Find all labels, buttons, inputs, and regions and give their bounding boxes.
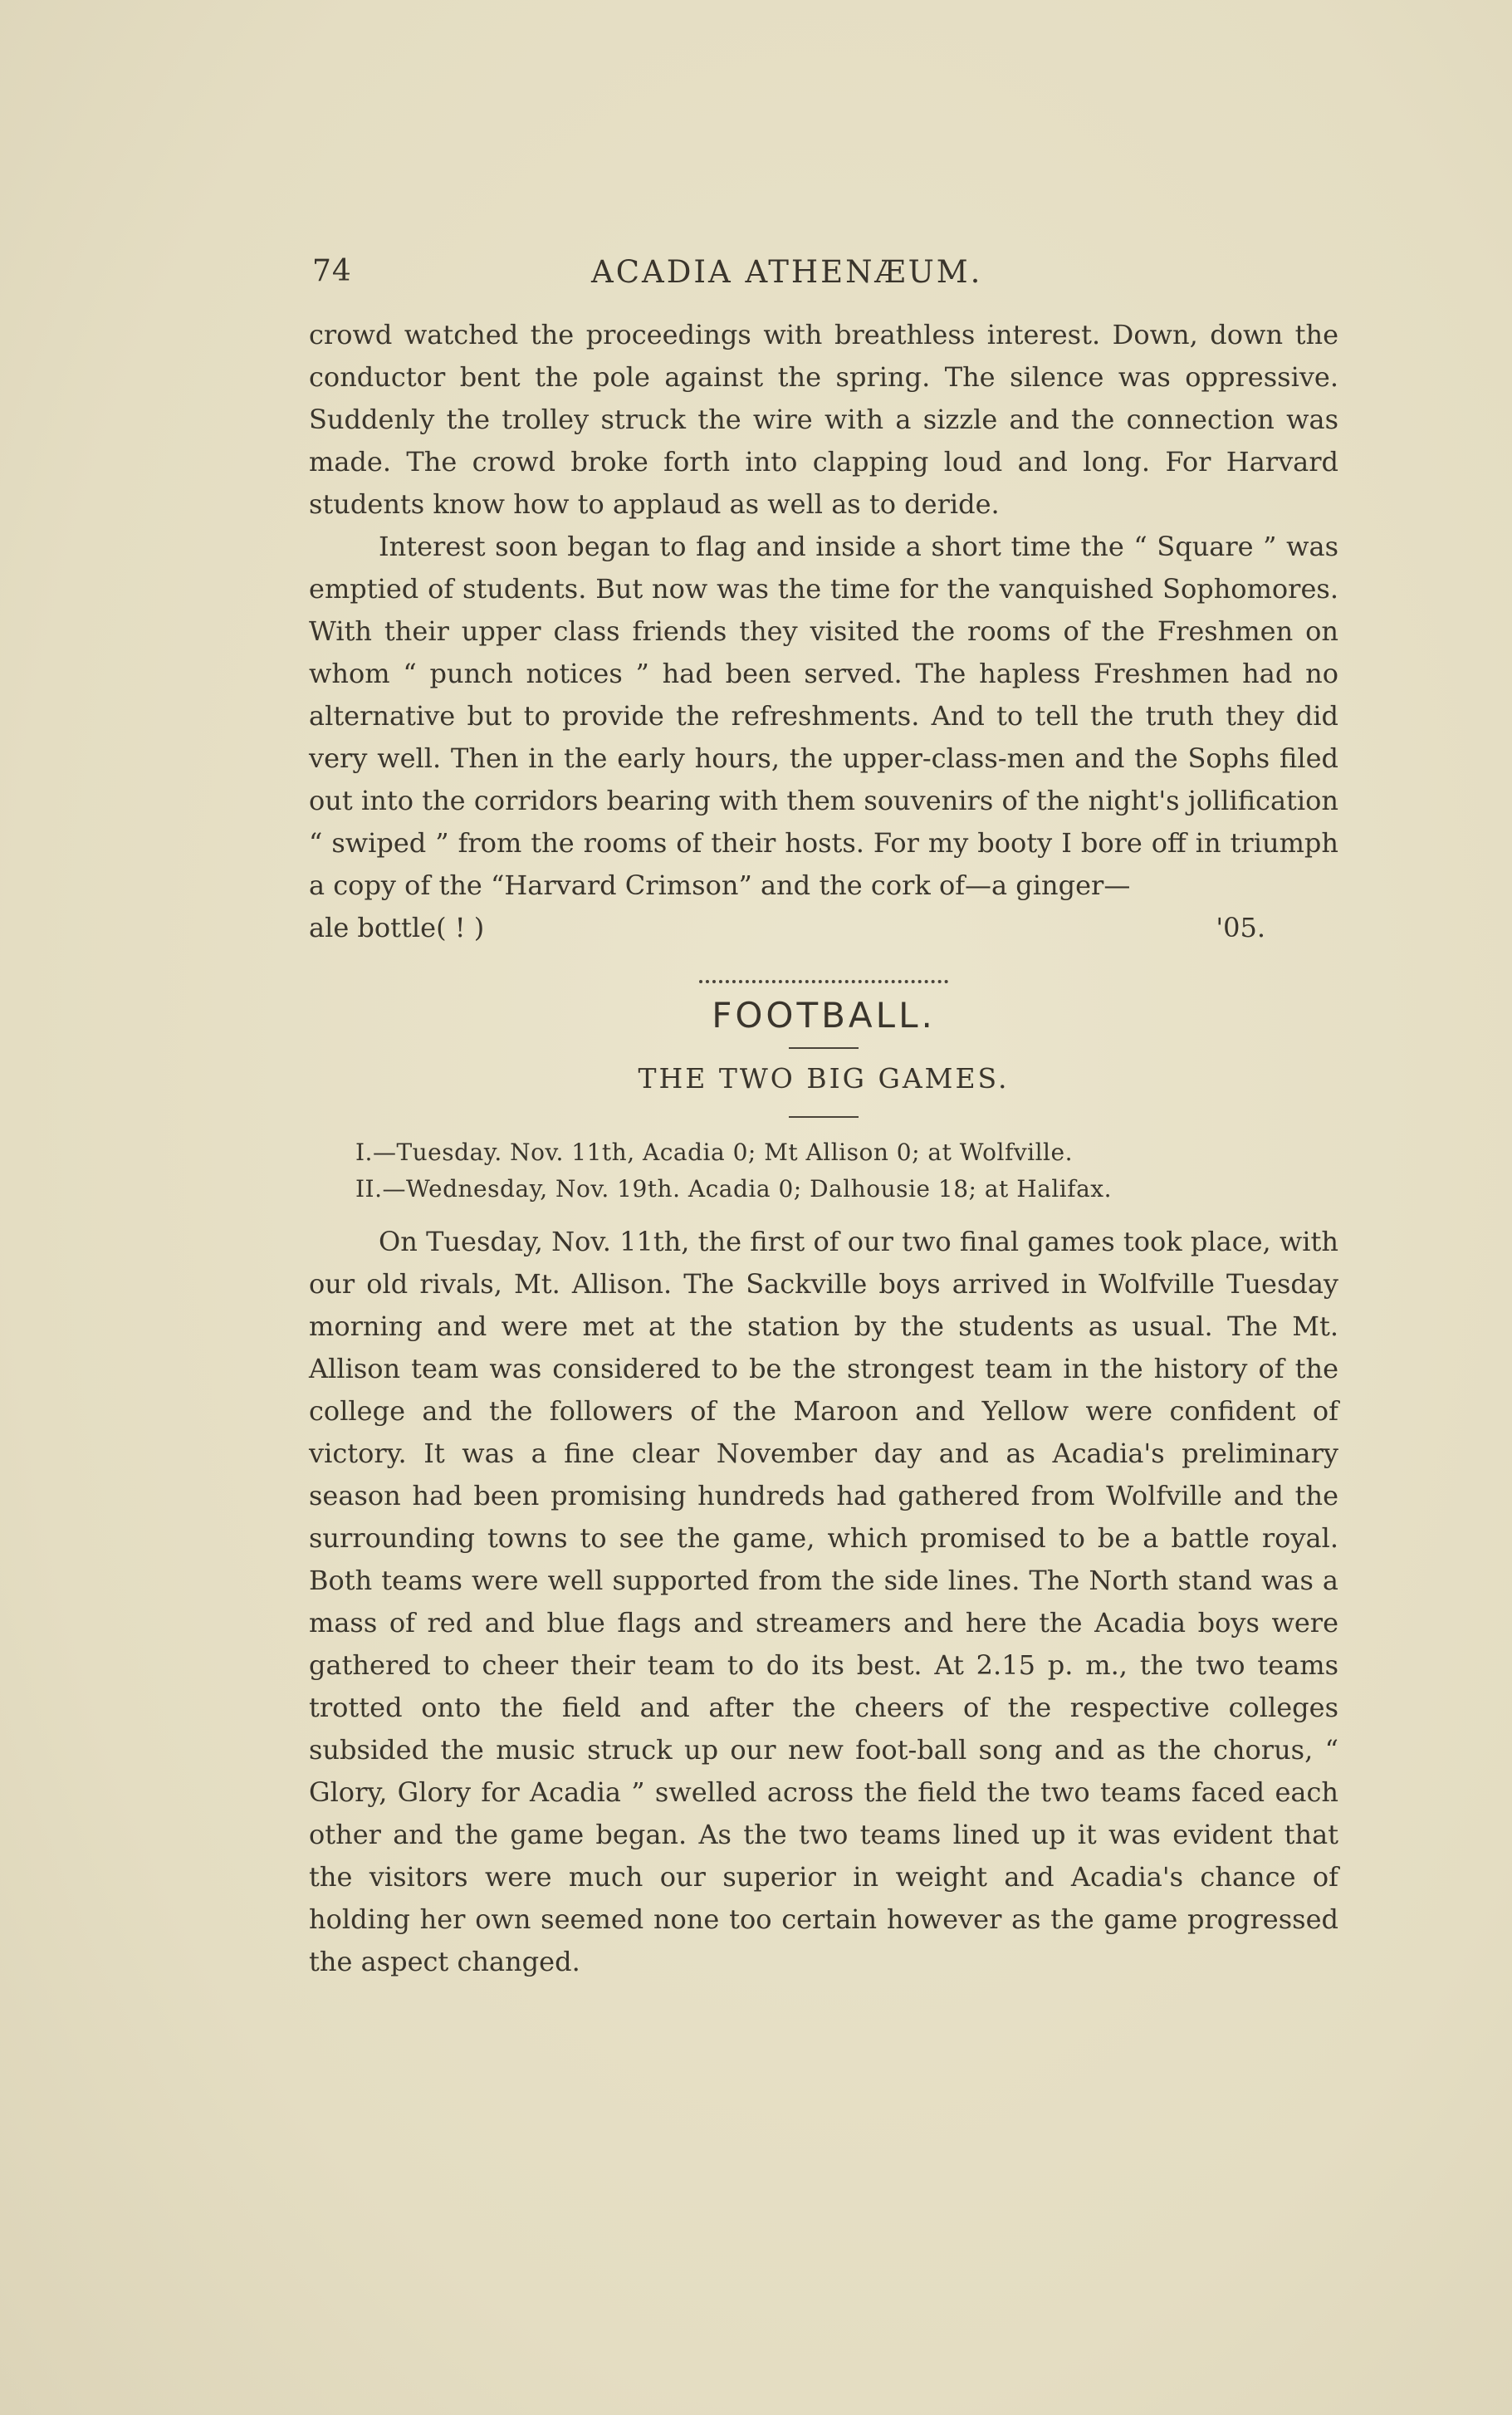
article-paragraph-2: Interest soon began to flag and inside a short time the “ Square ” was emptied of students. But now was the time for the vanquished Sophomores. With their upper class friends they visited the rooms of the Freshmen on whom “ punch notices ” had been served. The hapless Freshmen had no alternative but to provide the refreshments. And to tell the truth they did very well. Then in the early hours, the upper-class-men and the Sophs filed out into the corridors bearing with them souvenirs of the night's jollification “ swiped ” from the rooms of their hosts. For my booty I bore off in triumph a copy of the “Harvard Crimson” and the cork of—a ginger— bbox=[309, 531, 1338, 901]
football-paragraph: On Tuesday, Nov. 11th, the first of our two final games took place, with our old rivals, Mt. Allison. The Sackville boys arrived in Wolfville Tuesday morning and were met at the station by the students as usual. The Mt. Allison team was considered to be the strongest team in the history of the college and the followers of the Maroon and Yellow were confident of victory. It was a fine clear November day and as Acadia's preliminary season had been promising hundreds had gathered from Wolfville and the surrounding towns to see the game, which promised to be a battle royal. Both teams were well supported from the side lines. The North stand was a mass of red and blue flags and streamers and here the Acadia boys were gathered to cheer their team to do its best. At 2.15 p. m., the two teams trotted onto the field and after the cheers of the respective colleges subsided the music struck up our new foot-ball song and as the chorus, “ Glory, Glory for Acadia ” swelled across the field the two teams faced each other and the game began. As the two teams lined up it was evident that the visitors were much our superior in weight and Acadia's chance of holding her own seemed none too certain however as the game progressed the aspect changed. bbox=[309, 1226, 1338, 1977]
journal-title: ACADIA ATHENÆUM. bbox=[591, 254, 983, 290]
game-results-list bbox=[309, 1134, 1338, 1208]
game-result: II.—Wednesday, Nov. 19th. Acadia 0; Dalhousie 18; at Halifax. bbox=[355, 1175, 1112, 1203]
section-subtitle: THE TWO BIG GAMES. bbox=[638, 1062, 1010, 1095]
author-signature: '05. bbox=[1216, 912, 1265, 943]
game-result: I.—Tuesday. Nov. 11th, Acadia 0; Mt Allison 0; at Wolfville. bbox=[355, 1139, 1073, 1166]
title-rule bbox=[789, 1047, 859, 1049]
closing-line: ale bottle( ! ) bbox=[309, 912, 485, 943]
section-title: FOOTBALL. bbox=[712, 995, 936, 1036]
article-paragraph-1: crowd watched the proceedings with breathless interest. Down, down the conductor bent the pole against the spring. The silence was oppressive. Suddenly the trolley struck the wire with a sizzle and the connection was made. The crowd broke forth into clapping loud and long. For Harvard students know how to applaud as well as to deride. bbox=[309, 319, 1338, 520]
running-head bbox=[309, 249, 1338, 299]
subtitle-rule bbox=[789, 1116, 859, 1118]
page-number: 74 bbox=[312, 254, 352, 288]
ornamental-divider bbox=[309, 971, 1338, 987]
article-signoff bbox=[309, 907, 1338, 949]
text-column bbox=[309, 249, 1338, 1983]
